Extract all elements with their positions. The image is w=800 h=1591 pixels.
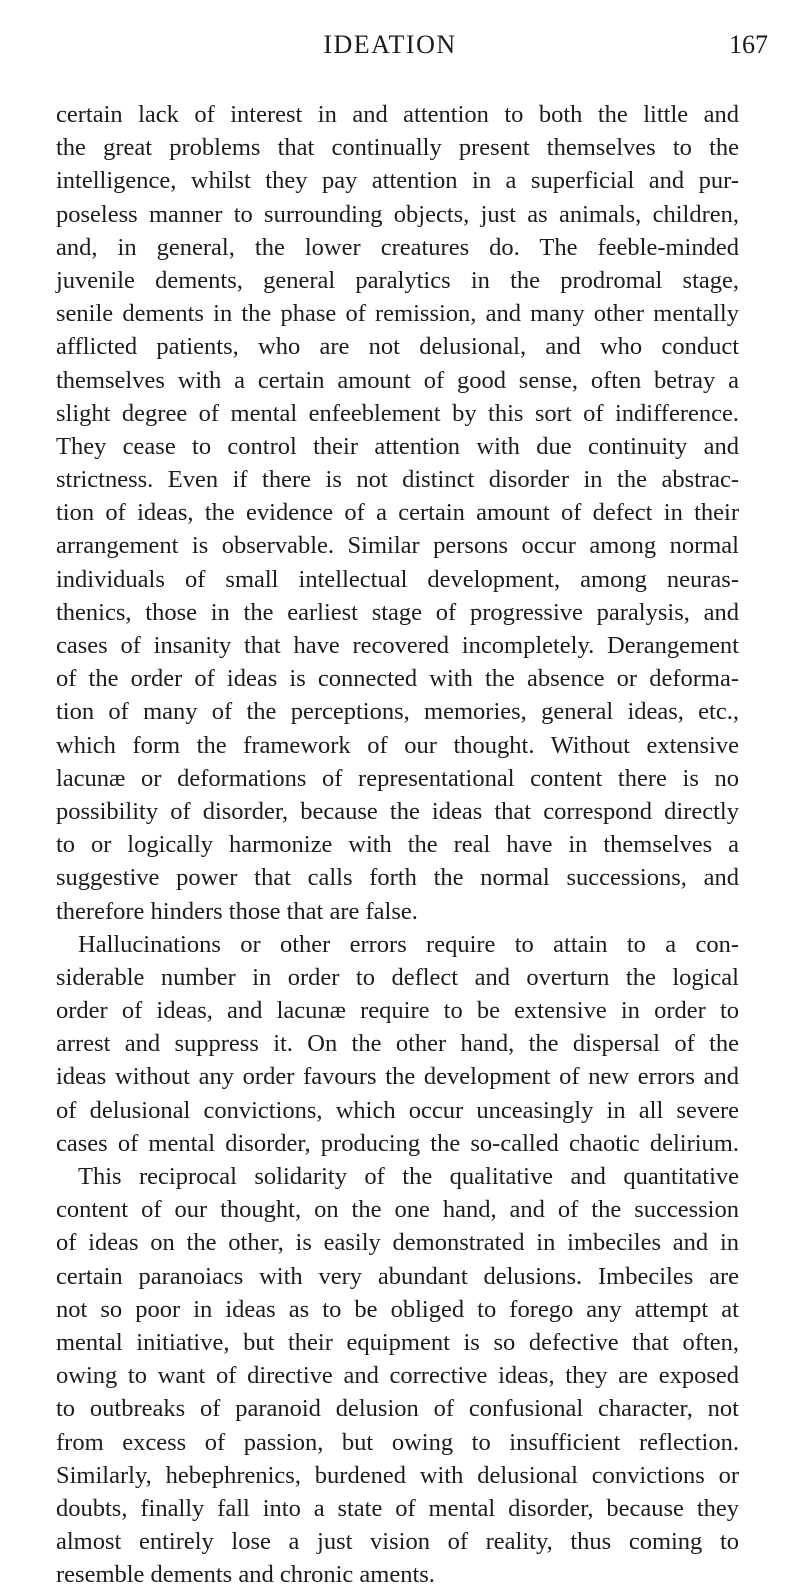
- text-line: cases of insanity that have recovered incompletely. Derangement: [56, 632, 739, 659]
- text-line: tion of many of the perceptions, memories, general ideas, etc.,: [56, 698, 739, 726]
- text-line: from excess of passion, but owing to insufficient reflection.: [56, 1428, 739, 1456]
- text-line: cases of mental disorder, producing the so-called chaotic delirium.: [56, 1129, 739, 1157]
- text-line: mental initiative, but their equipment is so defective that often,: [56, 1328, 739, 1356]
- text-line: of the order of ideas is connected with the absence or deforma-: [56, 665, 739, 693]
- text-line: of delusional convictions, which occur unceasingly in all severe: [56, 1096, 739, 1124]
- text-line: Similarly, hebephrenics, burdened with delusional convictions or: [56, 1461, 739, 1489]
- text-line: suggestive power that calls forth the normal successions, and: [56, 864, 739, 892]
- text-line: certain lack of interest in and attention to both the little and: [56, 101, 739, 128]
- text-line: the great problems that continually present themselves to the: [56, 134, 739, 162]
- text-line: not so poor in ideas as to be obliged to forego any attempt at: [56, 1295, 739, 1323]
- text-line: almost entirely lose a just vision of reality, thus coming to: [56, 1528, 739, 1556]
- text-line: of ideas on the other, is easily demonstrated in imbeciles and in: [56, 1229, 739, 1257]
- text-line: possibility of disorder, because the ideas that correspond directly: [56, 797, 739, 825]
- text-line: lacunæ or deformations of representational content there is no: [56, 764, 739, 792]
- text-line: ideas without any order favours the development of new errors and: [56, 1063, 739, 1091]
- text-line: and, in general, the lower creatures do. The feeble-minded: [56, 233, 739, 261]
- text-line: tion of ideas, the evidence of a certain amount of defect in their: [56, 499, 739, 527]
- text-line: intelligence, whilst they pay attention in a superficial and pur-: [56, 167, 739, 195]
- text-line: to or logically harmonize with the real have in themselves a: [56, 831, 739, 859]
- text-line: certain paranoiacs with very abundant delusions. Imbeciles are: [56, 1262, 739, 1290]
- text-line: This reciprocal solidarity of the qualitative and quantitative: [78, 1163, 739, 1190]
- text-line: arrangement is observable. Similar persons occur among normal: [56, 532, 739, 560]
- text-line: individuals of small intellectual development, among neuras-: [56, 565, 739, 593]
- paragraph-end-line: therefore hinders those that are false.: [56, 897, 418, 925]
- text-line: They cease to control their attention with due continuity and: [56, 432, 739, 460]
- text-line: doubts, finally fall into a state of mental disorder, because they: [56, 1494, 739, 1522]
- running-head: [40, 30, 768, 70]
- text-line: themselves with a certain amount of good sense, often betray a: [56, 366, 739, 394]
- text-line: owing to want of directive and corrective ideas, they are exposed: [56, 1362, 739, 1390]
- paragraph-end-line: resemble dements and chronic aments.: [56, 1561, 435, 1589]
- text-line: order of ideas, and lacunæ require to be extensive in order to: [56, 997, 739, 1025]
- text-line: siderable number in order to deflect and overturn the logical: [56, 963, 739, 991]
- text-line: to outbreaks of paranoid delusion of confusional character, not: [56, 1395, 739, 1423]
- paragraph-start-line: Hallucinations or other errors require to attain to a con-: [78, 930, 739, 958]
- text-line: thenics, those in the earliest stage of progressive paralysis, and: [56, 598, 739, 626]
- body-text: [56, 98, 739, 1591]
- chapter-title: IDEATION: [323, 30, 457, 59]
- text-line: which form the framework of our thought. Without extensive: [56, 731, 739, 759]
- text-line: poseless manner to surrounding objects, just as animals, children,: [56, 200, 739, 228]
- text-line: arrest and suppress it. On the other hand, the dispersal of the: [56, 1030, 739, 1058]
- text-line: content of our thought, on the one hand, and of the succession: [56, 1196, 739, 1224]
- text-line: senile dements in the phase of remission, and many other mentally: [56, 300, 739, 328]
- text-line: slight degree of mental enfeeblement by this sort of indifference.: [56, 399, 739, 427]
- page-number: 167: [729, 30, 768, 59]
- text-line: afflicted patients, who are not delusional, and who conduct: [56, 333, 739, 361]
- text-line: juvenile dements, general paralytics in the prodromal stage,: [56, 266, 739, 294]
- text-line: strictness. Even if there is not distinct disorder in the abstrac-: [56, 466, 739, 494]
